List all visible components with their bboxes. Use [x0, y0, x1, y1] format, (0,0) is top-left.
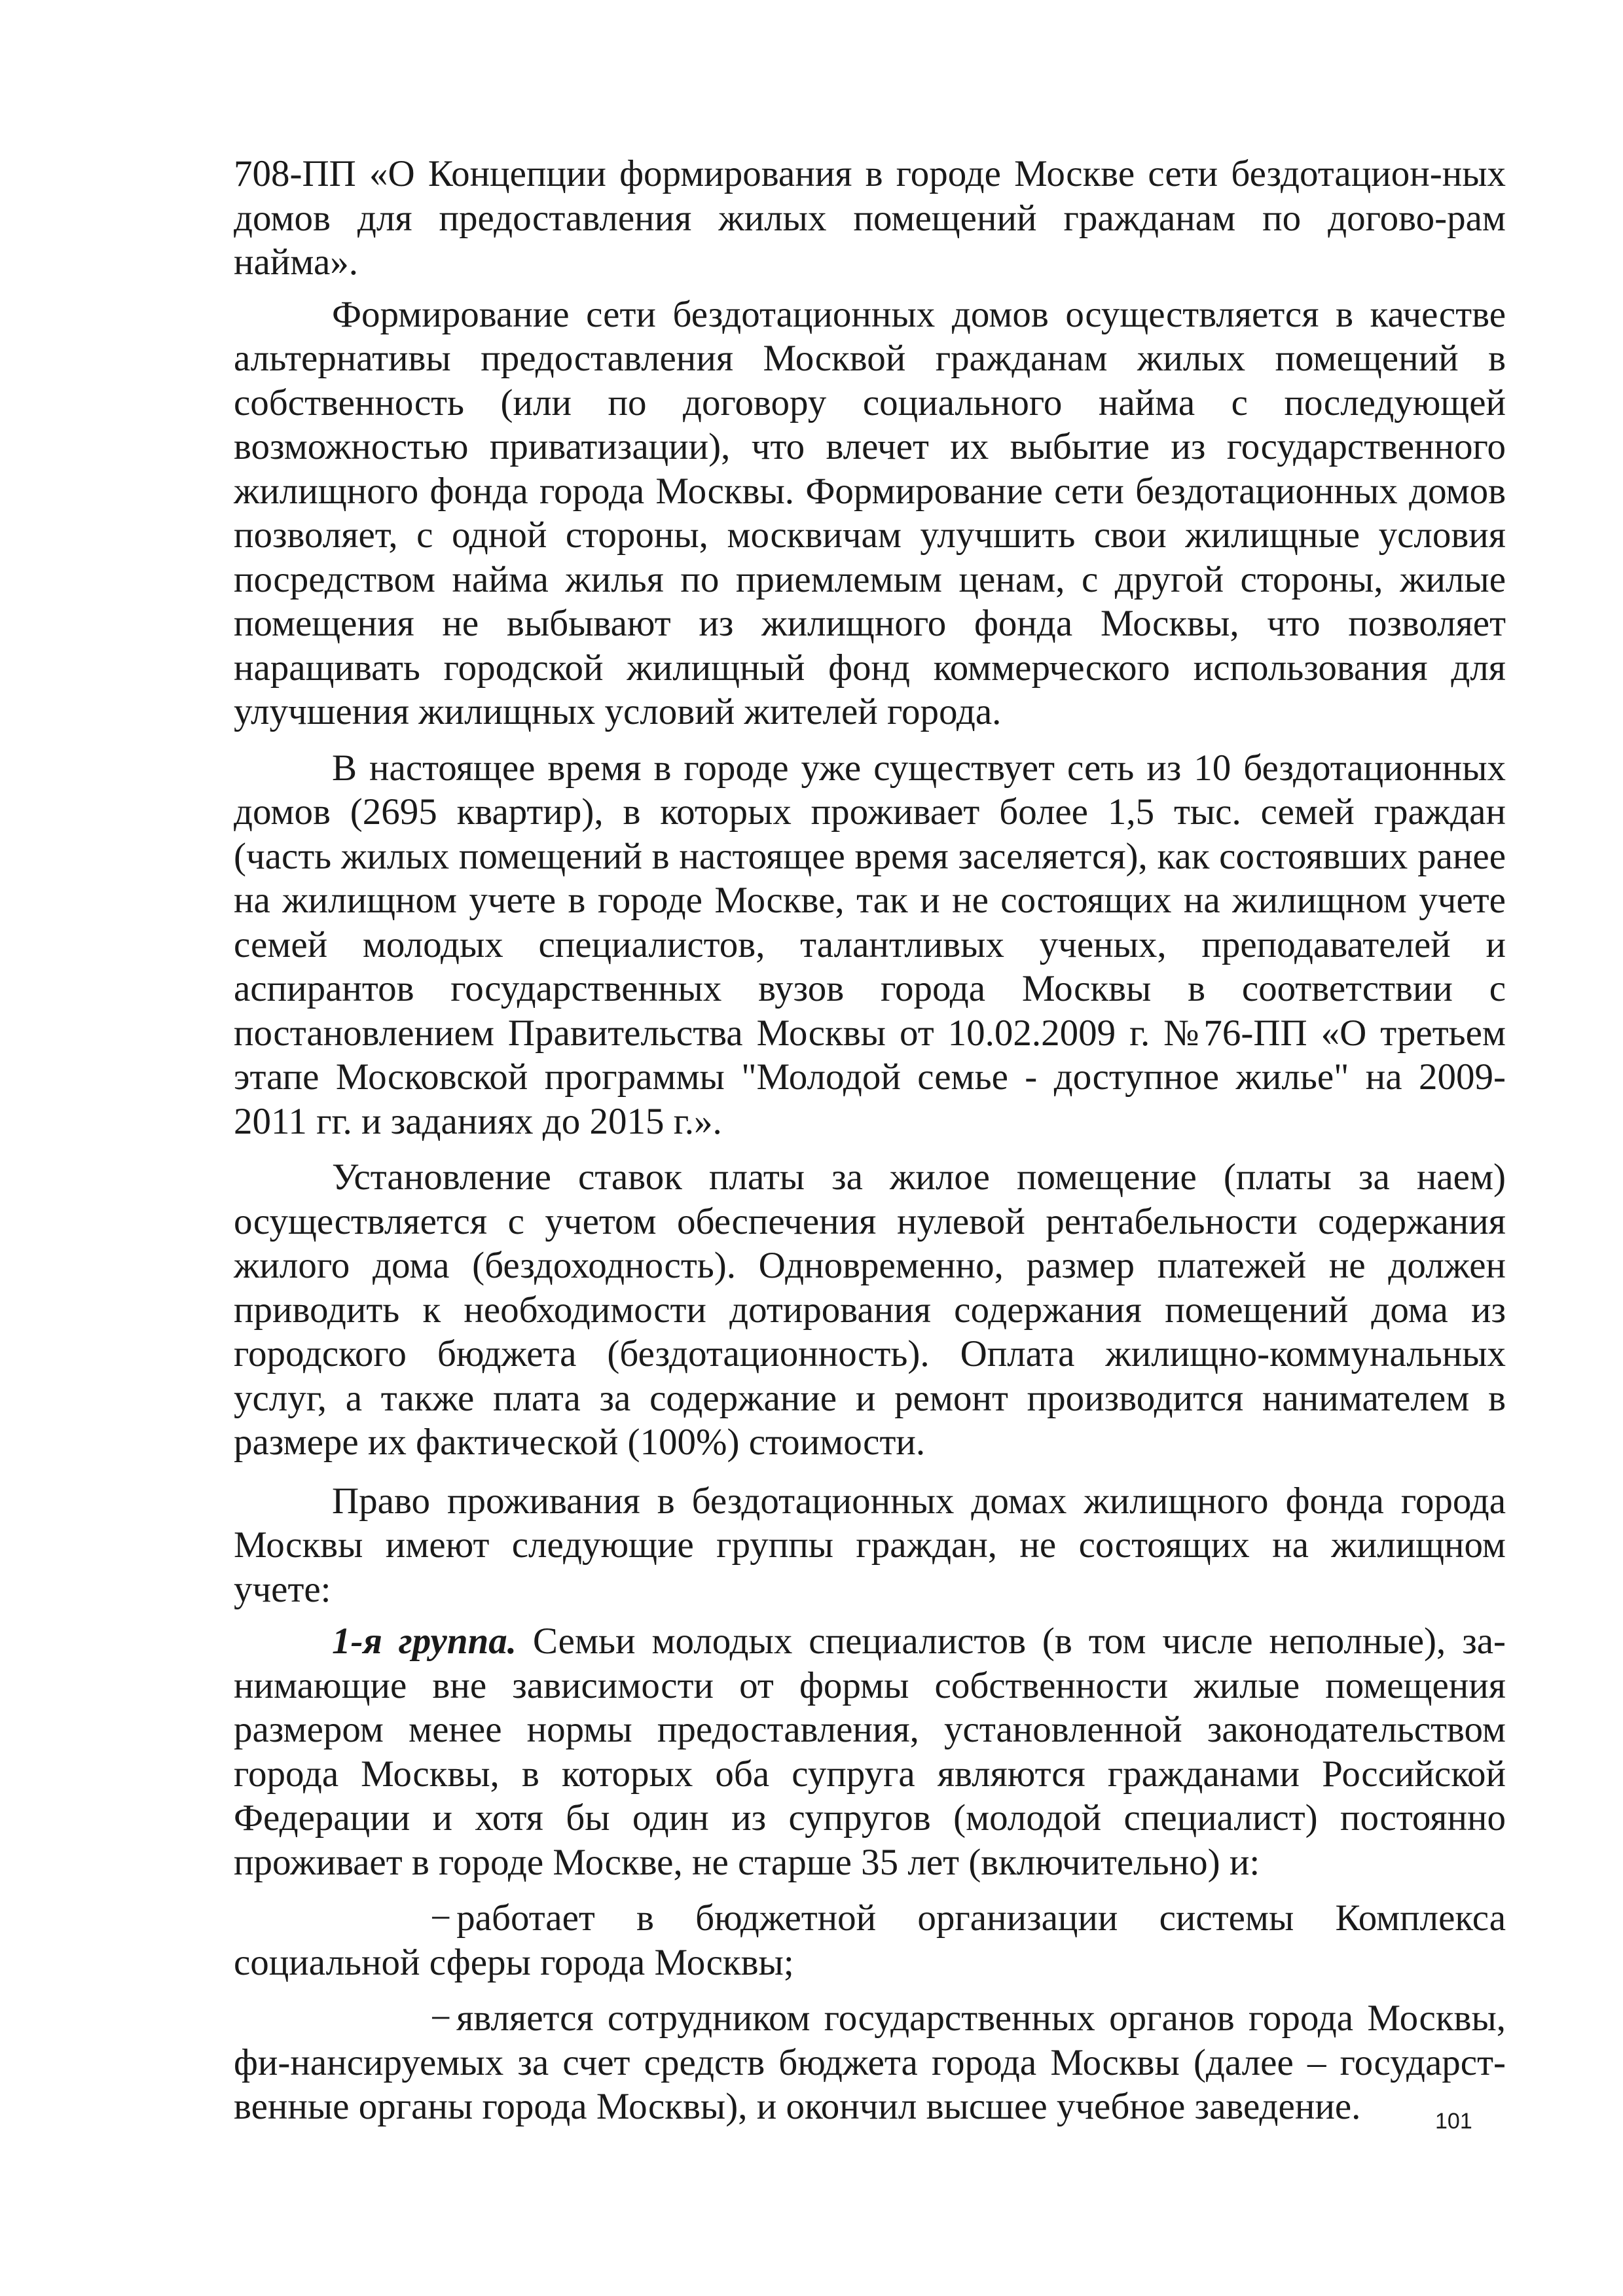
paragraph-current-network: В настоящее время в городе уже существует сеть из 10 бездотационных домов (2695 квартир), в которых проживает более 1,5 тыс. семей граждан (часть жилых помещений в настоящее время заселяется), как состоявших ранее на жилищном учете в городе Москве, так и не состоящих на жилищном учете семей молодых специалистов, талантливых ученых, преподавателей и аспирантов государственных вузов города Москвы в соответствии с постановлением Правительства Москвы от 10.02.2009 г. №76-ПП «О третьем этапе Московской программы "Молодой семье - доступное жилье" на 2009-2011 гг. и заданиях до 2015 г.». — [234, 747, 1506, 1142]
paragraph-eligible-groups: Право проживания в бездотационных домах жилищного фонда города Москвы имеют следующие группы граждан, не состоящих на жилищном учете: — [234, 1480, 1506, 1610]
page-number: 101 — [1435, 2109, 1472, 2134]
dash-marker: − — [430, 1998, 452, 2039]
list-item-budget-organization — [234, 1896, 1506, 1984]
paragraph-rent-rates: Установление ставок платы за жилое помещение (платы за наем) осуществляется с учетом обеспечения нулевой рентабельности содержания жилого дома (бездоходность). Одновременно, размер платежей не должен приводить к необходимости дотирования содержания помещений дома из городского бюджета (бездотационность). Оплата жилищно-коммунальных услуг, а также плата за содержание и ремонт производится нанимателем в размере их фактической (100%) стоимости. — [234, 1157, 1506, 1463]
document-body — [234, 152, 1506, 2129]
group-1-body: Семьи молодых специалистов (в том числе неполные), за-нимающие вне зависимости от формы собственности жилые помещения размером менее нормы предоставления, установленной законодательством города Москвы, в которых оба супруга являются гражданами Российской Федерации и хотя бы один из супругов (молодой специалист) постоянно проживает в городе Москве, не старше 35 лет (включительно) и: — [234, 1621, 1506, 1883]
paragraph-network-formation: Формирование сети бездотационных домов осуществляется в качестве альтернативы предоставления Москвой гражданам жилых помещений в собственность (или по договору социального найма с последующей возможностью приватизации), что влечет их выбытие из государственного жилищного фонда города Москвы. Формирование сети бездотационных домов позволяет, с одной стороны, москвичам улучшить свои жилищные условия посредством найма жилья по приемлемым ценам, с другой стороны, жилые помещения не выбывают из жилищного фонда Москвы, что позволяет наращивать городской жилищный фонд коммерческого использования для улучшения жилищных условий жителей города. — [234, 293, 1506, 732]
list-item-government-employee — [234, 1996, 1506, 2129]
paragraph-continuation: 708-ПП «О Концепции формирования в городе Москве сети бездотацион-ных домов для предоставления жилых помещений гражданам по догово-рам найма». — [234, 153, 1506, 283]
paragraph-group-1 — [234, 1619, 1506, 1884]
list-item-text: является сотрудником государственных органов города Москвы, фи-нансируемых за счет средств бюджета города Москвы (далее – государст-венные органы города Москвы), и окончил высшее учебное заведение. — [234, 1998, 1506, 2127]
list-item-text: работает в бюджетной организации системы Комплекса социальной сферы города Москвы; — [234, 1897, 1506, 1983]
dash-marker: − — [430, 1897, 452, 1939]
group-1-title: 1-я группа. — [332, 1621, 517, 1662]
